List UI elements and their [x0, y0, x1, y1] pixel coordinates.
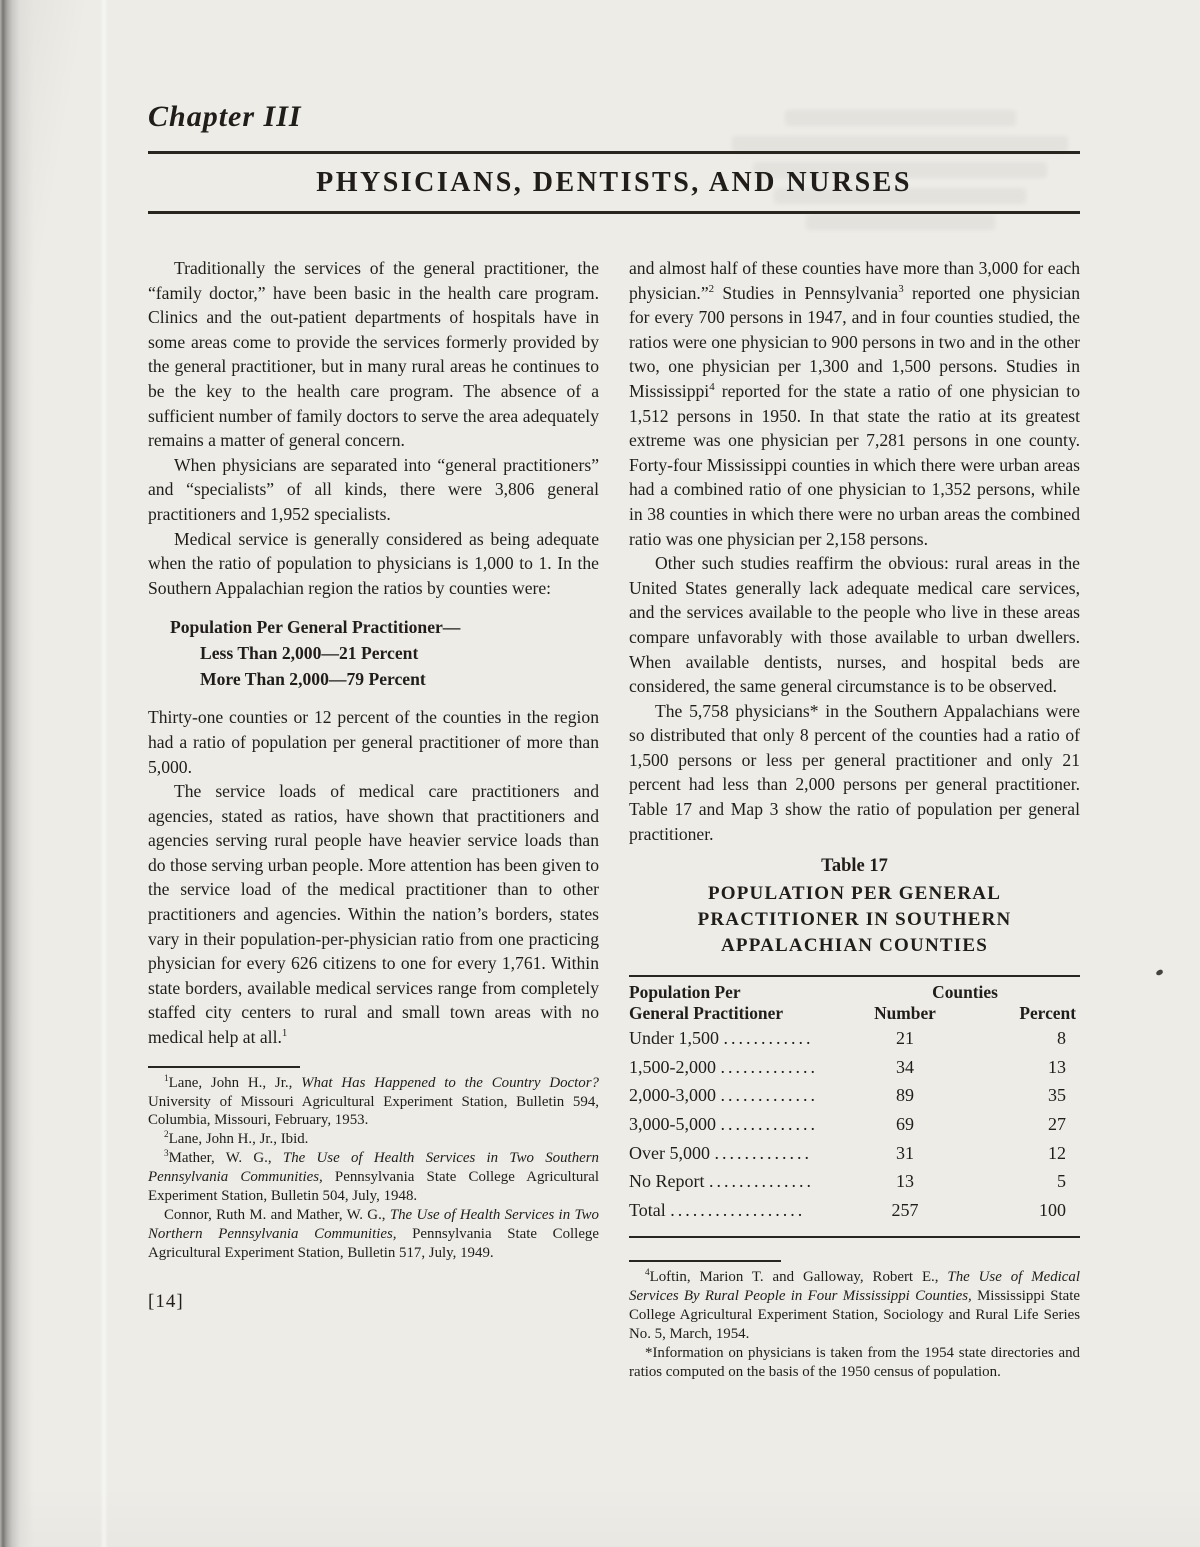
- table-body: [629, 975, 1080, 1238]
- column-header: Percent: [1019, 1003, 1076, 1024]
- footnote: *Information on physicians is taken from the 1954 state directories and ratios computed on the basis of the 1950 census of population.: [629, 1345, 1080, 1380]
- row-percent: 27: [1048, 1114, 1066, 1135]
- paragraph: Medical service is generally considered as being adequate when the ratio of population to physicians is 1,000 to 1. In the Southern Appalachian region the ratios by counties were:: [148, 528, 599, 598]
- row-label: 2,000-3,000: [629, 1085, 716, 1106]
- table-caption: Table 17: [821, 856, 888, 877]
- footnote: Connor, Ruth M. and Mather, W. G., The Use of Health Services in Two Northern Pennsylvania Communities, Pennsylvania State College Agricultural Experiment Station, Bulletin 517, July, 1949.: [148, 1206, 600, 1261]
- footnote: $^2$Lane, John H., Jr., Ibid.: [164, 1129, 309, 1148]
- paragraph: Other such studies reaffirm the obvious: rural areas in the United States generally lack adequate medical care services, and the services available to the people who live in these areas compare unfavorably with those available to urban dwellers. When available dentists, nurses, and hospital beds are considered, the same general circumstance is to be observed.: [629, 553, 1080, 697]
- footnote: $^4$Loftin, Marion T. and Galloway, Robert E., The Use of Medical Services By Rural People in Four Mississippi Counties, Mississippi State College Agricultural Experiment Station, Sociology and Rural Life Series No. 5, March, 1954.: [629, 1267, 1081, 1343]
- page-number: [14]: [148, 1290, 184, 1312]
- table-row: [629, 1196, 1080, 1225]
- ink-speck-artifact: [1155, 969, 1163, 976]
- row-number: 21: [896, 1028, 914, 1049]
- footnotes-left: [148, 1074, 599, 1263]
- page-title: PHYSICIANS, DENTISTS, AND NURSES: [316, 167, 912, 198]
- table-row: [629, 1167, 1080, 1196]
- row-number: 69: [896, 1114, 914, 1135]
- dot-leader: ............: [723, 1028, 814, 1049]
- table-17: [629, 856, 1080, 1238]
- row-label: No Report: [629, 1171, 705, 1192]
- row-percent: 35: [1048, 1085, 1066, 1106]
- row-number: 31: [896, 1142, 914, 1163]
- table-row: [629, 1024, 1080, 1053]
- footnote-divider: [148, 1066, 300, 1068]
- left-column: [148, 256, 599, 1382]
- column-group-header: Counties: [932, 982, 998, 1003]
- paper-fold-artifact: [100, 0, 108, 1547]
- ratio-block-line: Less Than 2,000—21 Percent: [200, 643, 419, 664]
- row-percent: 8: [1057, 1028, 1066, 1049]
- table-title-line: POPULATION PER GENERAL: [707, 883, 1002, 905]
- row-number: 257: [891, 1199, 919, 1220]
- ratio-block-heading: Population Per General Practitioner—: [170, 617, 461, 638]
- row-label: Under 1,500: [629, 1028, 719, 1049]
- right-column: [629, 256, 1080, 1382]
- row-percent: 5: [1057, 1171, 1066, 1192]
- table-header-row-2: [629, 1003, 1080, 1024]
- row-percent: 100: [1039, 1199, 1066, 1220]
- table-title: [629, 881, 1080, 959]
- two-column-layout: [148, 256, 1080, 1382]
- table-row: [629, 1053, 1080, 1082]
- column-header: Number: [874, 1003, 936, 1024]
- row-number: 34: [896, 1056, 914, 1077]
- row-label: Total: [629, 1199, 666, 1220]
- table-row: [629, 1081, 1080, 1110]
- column-header: General Practitioner: [629, 1003, 784, 1024]
- row-label: 3,000-5,000: [629, 1114, 716, 1135]
- column-header: Population Per: [629, 982, 741, 1003]
- table-row: [629, 1139, 1080, 1168]
- binding-edge-shadow: [0, 0, 34, 1547]
- ratio-summary-block: [170, 614, 599, 692]
- header-rule-bottom: [148, 211, 1080, 214]
- paragraph: The 5,758 physicians* in the Southern Appalachians were so distributed that only 8 percent of the counties had a ratio of 1,500 persons or less per general practitioner and only 21 percent had less than 2,000 persons per general practitioner. Table 17 and Map 3 show the ratio of population per general practitioner.: [629, 700, 1080, 844]
- footnote-divider: [629, 1260, 781, 1262]
- ratio-block-line: More Than 2,000—79 Percent: [200, 669, 426, 690]
- dot-leader: .............: [714, 1142, 812, 1163]
- table-row: [629, 1110, 1080, 1139]
- dot-leader: .............: [720, 1114, 818, 1135]
- dot-leader: ..............: [709, 1171, 814, 1192]
- paragraph: and almost half of these counties have more than 3,000 for each physician.”$^2$ Studies in Pennsylvania$^3$ reported one physician for every 700 persons in 1947, and in four counties studied, the ratios were one physician to 900 persons in two and in the other two, one physician per 1,300 and 1,500 persons. Studies in Mississippi$^4$ reported for the state a ratio of one physician to 1,512 persons in 1950. In that state the ratio at its greatest extreme was one physician per 7,281 persons in one county. Forty-four Mississippi counties in which there were urban areas had a combined ratio of one physician to 1,352 persons, while in 38 counties in which there were no urban areas the combined ratio was one physician per 2,158 persons.: [629, 258, 1080, 549]
- row-label: Over 5,000: [629, 1142, 710, 1163]
- paragraph: The service loads of medical care practitioners and agencies, stated as ratios, have shown that practitioners and agencies serving rural people have heavier service loads than do those serving urban people. More attention has been given to the service load of the medical practitioner than to other practitioners and agencies. Within the nation’s borders, states vary in their population-per-physician ratio from one practicing physician for every 626 citizens to one for every 1,761. Within state borders, available medical services range from completely staffed city centers to rural and small town areas with no medical help at all.$^1$: [148, 781, 599, 1048]
- footnote: $^3$Mather, W. G., The Use of Health Services in Two Southern Pennsylvania Communities, Pennsylvania State College Agricultural Experiment Station, Bulletin 504, July, 1948.: [148, 1148, 599, 1205]
- chapter-heading: Chapter III: [148, 100, 302, 133]
- paragraph: Thirty-one counties or 12 percent of the counties in the region had a ratio of population per general practitioner of more than 5,000.: [148, 707, 599, 777]
- dot-leader: .............: [720, 1085, 818, 1106]
- dot-leader: ..................: [670, 1199, 806, 1220]
- row-number: 13: [896, 1171, 914, 1192]
- table-title-line: APPALACHIAN COUNTIES: [721, 935, 988, 957]
- dot-leader: .............: [720, 1056, 818, 1077]
- footnotes-right: [629, 1268, 1080, 1381]
- row-percent: 12: [1048, 1142, 1066, 1163]
- table-header-row-1: [629, 982, 1080, 1003]
- row-percent: 13: [1048, 1056, 1066, 1077]
- footnote: $^1$Lane, John H., Jr., What Has Happened to the Country Doctor? University of Missouri Agricultural Experiment Station, Bulletin 594, Columbia, Missouri, February, 1953.: [148, 1072, 599, 1129]
- row-label: 1,500-2,000: [629, 1056, 716, 1077]
- table-title-line: PRACTITIONER IN SOUTHERN: [697, 909, 1012, 931]
- paragraph: When physicians are separated into “general practitioners” and “specialists” of all kinds, there were 3,806 general practitioners and 1,952 specialists.: [148, 454, 599, 524]
- paragraph: Traditionally the services of the general practitioner, the “family doctor,” have been basic in the health care program. Clinics and the out-patient departments of hospitals have in some areas come to provide the services formerly provided by the general practitioner, but in many rural areas he continues to be the key to the health care program. The absence of a sufficient number of family doctors to serve the area adequately remains a matter of general concern.: [148, 258, 599, 451]
- page-content: [148, 100, 1080, 1382]
- row-number: 89: [896, 1085, 914, 1106]
